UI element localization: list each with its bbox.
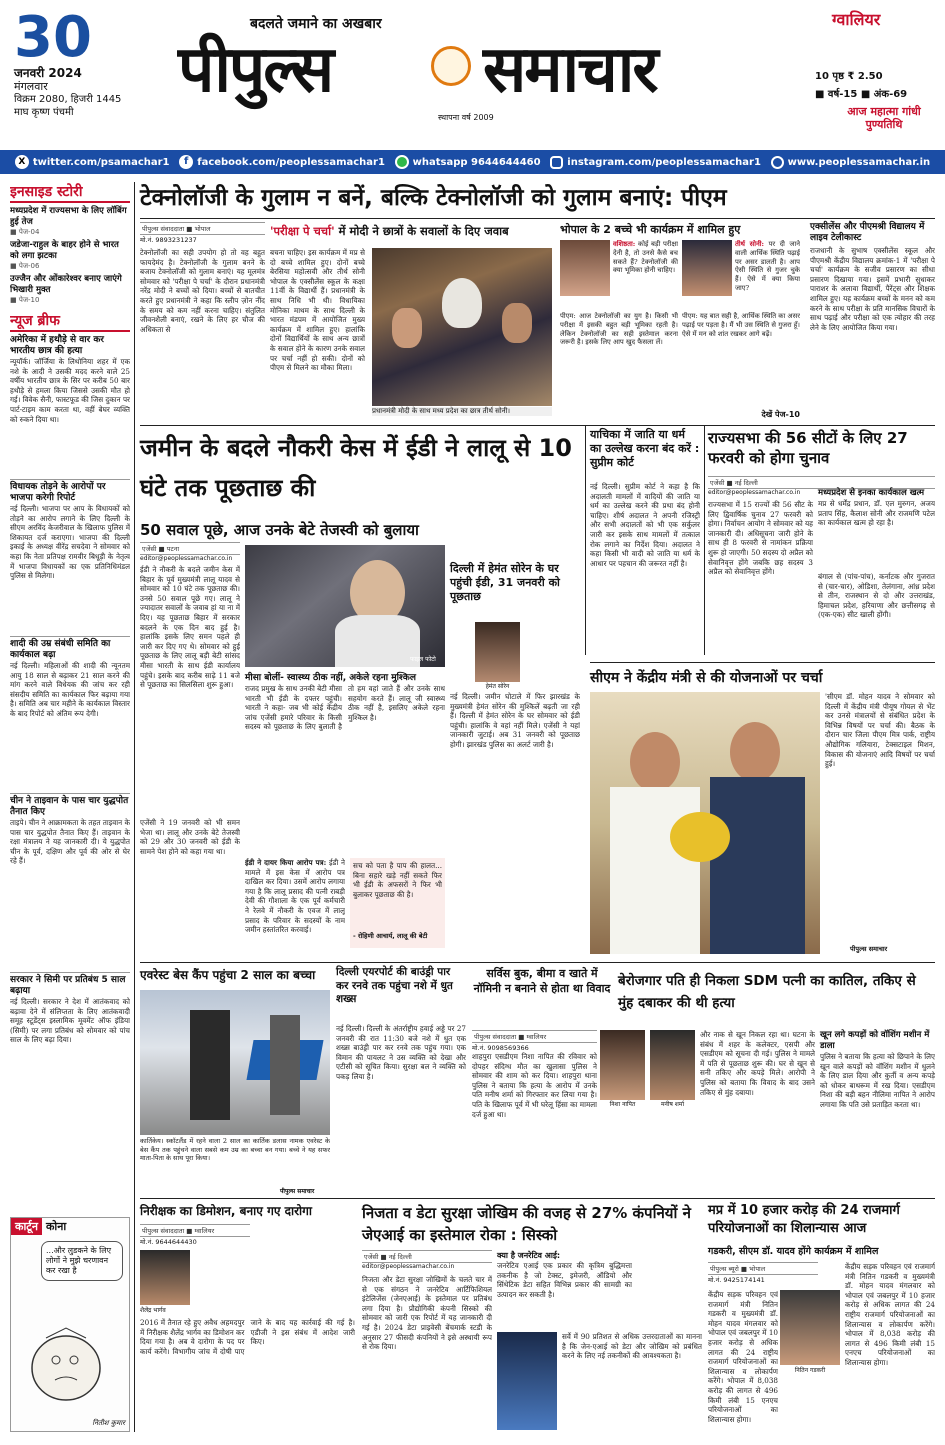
globe-icon <box>771 156 784 169</box>
gadkari-byline-text: पीपुल्स ब्यूरो ■ भोपाल <box>708 1262 818 1275</box>
gadkari-photo-caption: नितिन गडकरी <box>794 1367 826 1374</box>
everest-headline[interactable]: एवरेस्ट बेस कैंप पहुंचा 2 साल का बच्चा <box>140 968 316 982</box>
privacy-byline-email: editor@peoplessamachar.co.in <box>362 1263 455 1270</box>
bhopal-more-link[interactable]: देखें पेज-10 <box>761 410 800 419</box>
lead-body-col1: टेक्नोलॉजी का सही उपयोग हो तो वह बहुत फायदेमंद है। टेक्नोलॉजी के गुलाम बनने के बजाय टेक्नोलॉजी को गुलाम बनाएं। यह मूलमंत्र सोमवार को 'परीक्षा पे चर्चा' के दौरान प्रधानमंत्री नरेंद्र मोदी ने बच्चों को दिया। बच्चों से बातचीत करते हुए प्रधानमंत्री ने कहा कि स्लीप ज़ोन नींद के समय को कम नहीं करना चाहिए। संतुलित जीवनशैली बनाएं, रखने के लिए हर चौज की अधिकता से <box>140 248 265 334</box>
service-headline[interactable]: सर्विस बुक, बीमा व खाते में नॉमिनी न बनाने से होता था विवाद <box>473 967 611 995</box>
brief-headline: शादी की उम्र संबंधी समिति का कार्यकाल बढ़ा <box>10 639 111 660</box>
privacy-body: निजता और डेटा सुरक्षा जोखिमों के चलते चार में से एक संगठन ने जनरेटिव आर्टिफिशियल इंटेलिजेंस (जेनएआई) के इस्तेमाल पर प्रतिबंध लगा दिया है। प्रौद्योगिकी कंपनी सिस्को की सोमवार को जारी एक रिपोर्ट में यह जानकारी दी गई है। 2024 डेटा प्राइवेसी बेंचमार्क स्टडी के अनुसार 27 फीसदी कंपनियों ने इसे अस्थायी रूप से रोक दिया। <box>362 1275 492 1352</box>
child1-photo <box>560 240 610 296</box>
brief-headline: अमेरिका में हथौड़े से वार कर भारतीय छात्र की हत्या <box>10 335 104 356</box>
brief-item <box>10 636 130 789</box>
facebook-handle: facebook.com/peoplessamachar1 <box>197 156 385 168</box>
lead-subhead-red: 'परीक्षा पे चर्चा' <box>270 224 335 238</box>
everest-caption: कार्तिकेय। स्कॉटलैंड में रहने वाला 2 साल का कार्तिक डलास नामक एवरेस्ट के बेस कैंप तक पहुंचने वाला सबसे कम उम्र का बच्चा बन गया। बच्चे ने यह सफर माता-पिता के साथ पूरा किया। <box>140 1137 330 1162</box>
masthead <box>0 0 945 148</box>
gadkari-subhead: गडकरी, सीएम डॉ. यादव होंगे कार्यक्रम में शामिल <box>708 1246 879 1257</box>
brief-body: ताइपे। चीन ने आक्रामकता के तहत ताइवान के पास चार युद्धपोत तैनात किए हैं। ताइवान के रक्षा मंत्रालय ने यह जानकारी दी। ये युद्धपोत चीन के पूर्व, दक्षिण और पूर्व की ओर से घेर रहे हैं। <box>10 818 130 866</box>
mp-seats-headline: मध्यप्रदेश से इनका कार्यकाल खत्म <box>818 488 925 498</box>
gadkari-headline[interactable]: मप्र में 10 हजार करोड़ की 24 राजमार्ग परियोजनाओं का शिलान्यास आज <box>708 1203 900 1236</box>
lalu-byline-text: एजेंसी ■ पटना <box>140 542 240 555</box>
whatsapp-number: whatsapp 9644644460 <box>412 156 541 168</box>
weekday: मंगलवार <box>14 80 48 93</box>
privacy-side-body: जनरेटिव एआई एक प्रकार की कृत्रिम बुद्धिमत्ता तकनीक है जो टेक्स्ट, इमेजरी, ऑडियो और सिंथेटिक डेटा सहित विभिन्न प्रकार की सामग्री का उत्पादन कर सकती है। <box>497 1261 632 1299</box>
ed-chargesheet-body: ईडी ने मामले में इस केस में आरोप पत्र दाखिल कर दिया। उसमें आरोप लगाया गया है कि लालू प्रसाद की पत्नी राबड़ी देवी की गौशाला के एक पूर्व कर्मचारी ने रेलवे में नौकरी के एवज में लालू प्रसाद के परिवार के सदस्यों के नाम जमीन हस्तांतरित करवाई। <box>245 858 345 935</box>
hemant-headline[interactable]: दिल्ली में हेमंत सोरेन के घर पहुंची ईडी, 31 जनवरी को पूछताछ <box>450 562 560 603</box>
lead-byline-text: पीपुल्स संवाददाता ■ भोपाल <box>140 222 265 235</box>
year-issue: ■ वर्ष-15 ■ अंक-69 <box>815 89 908 100</box>
brief-item <box>10 479 130 632</box>
inside-item[interactable] <box>10 240 130 271</box>
social-bar <box>0 150 945 174</box>
instagram-handle: instagram.com/peoplessamachar1 <box>567 156 761 168</box>
everest-byline: पीपुल्स समाचार <box>280 1188 315 1195</box>
brief-body: नई दिल्ली। भाजपा पर आप के विधायकों को तोड़ने का आरोप लगाने के लिए दिल्ली के सीएम अरविंद केजरीवाल के खिलाफ पुलिस में शिकायत दर्ज कराएगा। भाजपा की दिल्ली इकाई के अध्यक्ष वीरेंद्र सचदेवा ने सोमवार को कहा कि नेता प्रतिपक्ष रामवीर बिधूड़ी के नेतृत्व में भाजपा विधायकों का एक प्रतिनिधिमंडल पुलिस से मिलेगा। <box>10 504 130 581</box>
instagram-link[interactable] <box>550 156 761 169</box>
inspector-photo-caption: शैलेंद्र भार्गव <box>140 1307 166 1314</box>
bhopal-box <box>560 222 800 422</box>
whatsapp-icon <box>395 155 409 169</box>
inside-item-page: ■ पेज-10 <box>10 296 40 304</box>
facebook-link[interactable] <box>179 155 385 169</box>
cm-meet-byline: पीपुल्स समाचार <box>850 945 888 953</box>
privacy-side-headline: क्या है जनरेटिव आई: <box>497 1251 561 1260</box>
child1-reply: पीएम: आज टेक्नोलॉजी का युग है। किसी भी परीक्षा में इसकी बहुत बड़ी भूमिका रहती है। लेकिन टेक्नोलॉजी का सही इस्तेमाल करना जरूरी है। इसके लिए आप खुद फैसला लें। <box>560 312 678 347</box>
cm-meet-body: 'सीएम डॉ. मोहन यादव ने सोमवार को दिल्ली में केंद्रीय मंत्री पीयूष गोयल से भेंट कर उनसे मंत्रालयों से संबंधित प्रदेश के विभिन्न विषयों पर चर्चा की। बैठक के दौरान चार जिला पीएम मित्र पार्क, राष्ट्रीय औद्योगिक गलियारा, टेक्सटाइल मिशन, विकास की योजनाएं आदि विषयों पर चर्चा हुई। <box>825 692 935 769</box>
title-right: समाचार <box>483 33 657 107</box>
edition-city: ग्वालियर <box>832 10 881 29</box>
lead-body-col2: बचना चाहिए। इस कार्यक्रम में मप्र से दो बच्चे शामिल हुए। दोनों बच्चे बेरसिया महोत्सवी और तीर्थ सोनी भोपाल के एक्सीलेंस स्कूल के कक्षा 11वीं के विद्यार्थी हैं। प्रधानमंत्री के साथ निधि भी थी। विधायिका मोनिका माथम के साथ दिल्ली के भारत मंडपम में आयोजित मुख्य कार्यक्रम में शामिल हुए। हालांकि दोनों विद्यार्थियों के साथ अन्य छात्रों के सवाल होने के कारण उनके सवाल पर चर्चा नहीं हो सकी। दोनों को पीएम से मिलने का मौका मिला। <box>270 248 365 373</box>
lead-byline-phone: मो.नं. 9893231237 <box>140 236 197 244</box>
inside-item-text: उज्जैन और ओंकारेश्वर बनाए जाएंगे भिखारी मुक्त <box>10 274 122 295</box>
excellence-body: राजधानी के सुभाष एक्सीलेंस स्कूल और पीएमश्री केंद्रीय विद्यालय क्रमांक-1 में 'परीक्षा पे चर्चा' कार्यक्रम के सजीव प्रसारण का सीधा प्रसारण दिखाया गया। इसमें प्रभारी सुधाकर पाराशर के अलावा विद्यार्थी, पैरेंट्स और शिक्षक शामिल हुए। यह कार्यक्रम बच्चों के मनन को कम करने के साथ परीक्षा के प्रति मानसिक विचारों के साथ पढ़ाई और परीक्षा को एक त्योहार की तरह लेने के लिए आयोजित किया गया। <box>810 246 935 332</box>
brief-headline: चीन ने ताइवान के पास चार युद्धपोत तैनात किए <box>10 796 129 817</box>
inspector-byline <box>140 1224 250 1246</box>
airport-body: नई दिल्ली। दिल्ली के अंतर्राष्ट्रीय हवाई अड्डे पर 27 जनवरी की रात 11:30 बजे नशे में धुत एक शख्स बाउंड्री पार कर रनवे तक पहुंच गया। एक विमान की पायलट ने उस व्यक्ति को देखा और एटीसी को सूचित किया। सुरक्षा बल ने व्यक्ति को पकड़ लिया है। <box>336 1024 466 1081</box>
special-day: आज महात्मा गांधी पुण्यतिथि <box>847 105 921 131</box>
privacy-byline-text: एजेंसी ■ नई दिल्ली <box>362 1250 492 1263</box>
child2-reply: पीएम: यह बात सही है, आर्थिक स्थिति का असर पढ़ाई पर पड़ता है। मैं भी उस स्थिति से गुजरा हूँ। ऐसे में मन को शांत रखकर आगे बढ़ें। <box>682 312 800 338</box>
privacy-headline[interactable]: निजता व डेटा सुरक्षा जोखिम की वजह से 27% कंपनियों ने जेएआई का इस्तेमाल रोका : सिस्को <box>362 1204 691 1244</box>
sdm-photo-2 <box>650 1030 695 1100</box>
service-byline-phone: मो.नं. 9098569366 <box>472 1044 529 1052</box>
ed-chargesheet <box>245 858 345 948</box>
twitter-link[interactable] <box>15 155 170 169</box>
inside-story-title: इनसाइड स्टोरी <box>10 182 130 203</box>
cm-meet-photo <box>590 692 820 954</box>
cartoon-title: कार्टून <box>11 1218 42 1235</box>
brief-item <box>10 972 130 1147</box>
misa-headline: मीसा बोलीं- स्वास्थ्य ठीक नहीं, अकेले रहना मुश्किल <box>245 673 416 683</box>
mp-seats-body: मप्र से धर्मेंद्र प्रधान, डॉ. एल मुरुगन, अजय प्रताप सिंह, कैलाश सोनी और राजमणि पटेल का कार्यकाल खत्म हो रहा है। <box>818 499 935 528</box>
lead-byline <box>140 222 265 244</box>
brief-body: नई दिल्ली। महिलाओं की शादी की न्यूनतम आयु 18 साल से बढ़ाकर 21 साल करने की मांग करने वाले विधेयक की जांच कर रही संसदीय समिति का कार्यकाल फिर बढ़ाया गया है। समिति अब चार महीने के कार्यकाल विस्तार के बाद रिपोर्ट को अंतिम रूप देगी। <box>10 661 130 718</box>
logo-emblem-icon <box>431 46 471 86</box>
sdm-side-box <box>820 1030 935 1190</box>
inside-item-page: ■ पेज-06 <box>10 262 40 270</box>
pages-price: 10 पृष्ठ ₹ 2.50 <box>815 71 883 82</box>
brief-item <box>10 335 130 475</box>
hemant-photo-caption: हेमंत सोरेन <box>485 683 510 690</box>
child1-label: वशिष्ठता: <box>613 240 636 248</box>
service-byline <box>472 1030 597 1052</box>
rajyasabha-headline[interactable]: राज्यसभा की 56 सीटों के लिए 27 फरवरी को होगा चुनाव <box>708 429 908 467</box>
inside-item-page: ■ पेज-04 <box>10 228 40 236</box>
inspector-photo <box>140 1250 190 1305</box>
inspector-byline-text: पीपुल्स संवाददाता ■ ग्वालियर <box>140 1224 250 1237</box>
lalu-headline[interactable]: जमीन के बदले नौकरी केस में ईडी ने लालू से 10 घंटे तक पूछताछ की <box>140 434 572 502</box>
inside-item-text: मध्यप्रदेश में राज्यसभा के लिए लॉबिंग हुई तेज <box>10 206 127 227</box>
everest-photo <box>140 990 330 1135</box>
gadkari-byline-phone: मो.नं. 9425174141 <box>708 1276 765 1284</box>
rajyasabha-states: बंगाल से (पांच-पांच), कर्नाटक और गुजरात से (चार-चार), ओडिशा, तेलंगाना, आंध्र प्रदेश से तीन, राजस्थान से दो और उत्तराखंड, हिमाचल प्रदेश, हरियाणा और छत्तीसगढ़ से (एक-एक) सीट खाली होंगी। <box>818 572 935 620</box>
brief-body: न्यूयॉर्क। जॉर्जिया के लिथोनिया शहर में एक नशे के आदी ने उसकी मदद करने वाले 25 वर्षीय भारतीय छात्र के सिर पर करीब 50 बार हथौड़े से हमला किया जिससे उसकी मौत हो गई। विवेक सैनी, फास्टफूड की जिस दुकान पर पार्ट-टाइम काम करता था, वहीं बेघर व्यक्ति को रुकने दिया था। <box>10 357 130 424</box>
facebook-icon: f <box>179 155 193 169</box>
lalu-photo <box>245 545 445 667</box>
airport-headline[interactable]: दिल्ली एयरपोर्ट की बाउंड्री पार कर रनवे तक पहुंचा नशे में धुत शख्स <box>336 966 453 1005</box>
news-brief-title: न्यूज ब्रीफ <box>10 311 130 332</box>
gadkari-body-2: केंद्रीय सड़क परिवहन एवं राजमार्ग मंत्री नितिन गडकरी व मुख्यमंत्री डॉ. मोहन यादव मंगलवार को भोपाल एवं जबलपुर में 10 हजार करोड़ से अधिक लागत की 24 राष्ट्रीय राजमार्ग परियोजनाओं का शिलान्यास व लोकार्पण करेंगे। भोपाल में 8,038 करोड़ की लागत से 496 किमी लंबी 15 एनएच परियोजनाओं का शिलान्यास होगा। <box>845 1262 935 1367</box>
caste-body: नई दिल्ली। सुप्रीम कोर्ट ने कहा है कि अदालती मामलों में वादियों की जाति या धर्म का उल्लेख करने की प्रथा बंद होनी चाहिए। शीर्ष अदालत ने अपनी रजिस्ट्री और सभी अदालतों को भी एक सर्कुलर जारी कर इसके साथ मामलों में तत्काल रोक लगाने का निर्देश दिया। अदालत ने कहा किसी भी वादी को जाति या धर्म के आधार पर पहचान की जरूरत नहीं है। <box>590 482 700 568</box>
inside-item[interactable] <box>10 274 130 305</box>
lead-headline[interactable]: टेक्नोलॉजी के गुलाम न बनें, बल्कि टेक्नोलॉजी को गुलाम बनाएं: पीएम <box>140 185 727 211</box>
sdm-side-body: पुलिस ने बताया कि हत्या को छिपाने के लिए खून वाले कपड़ों को वॉशिंग मशीन में धुलने के लिए डाल दिया और कुर्ती व अन्य कपड़े को धोकर बाथरूम में रख दिया। एसडीएम निशा की बड़ी बहन नीलिमा नापित ने आरोप लगाया कि पति उसे प्रताड़ित करता था। <box>820 1052 935 1109</box>
date-month: जनवरी 2024 <box>14 66 82 80</box>
excellence-box <box>810 222 935 422</box>
rajyasabha-byline-email: editor@peoplessamachar.co.in <box>708 489 801 496</box>
sdm-side-headline: खून लगे कपड़ों को वॉशिंग मशीन में डाला <box>820 1030 930 1051</box>
inspector-byline-phone: मो.नं. 9644644430 <box>140 1238 197 1246</box>
rajyasabha-body: राज्यसभा में 15 राज्यों की 56 सीट के लिए द्विवार्षिक चुनाव 27 फरवरी को होगा। निर्वाचन आयोग ने सोमवार को यह जानकारी दी। अधिसूचना जारी होने के साथ ही 8 फरवरी से नामांकन प्रक्रिया शुरू हो जाएगी। 50 सदस्य दो अप्रैल को सेवानिवृत्त होंगे जबकि छह सदस्य 3 अप्रैल को सेवानिवृत्त होंगे। <box>708 500 813 577</box>
founded-year: स्थापना वर्ष 2009 <box>438 113 494 122</box>
child2-question: पर दी जाने वाली आर्थिक स्थिति पढ़ाई पर असर डालती है। आप ऐसी स्थिति से गुजर चुके हैं। ऐसे में क्या किया जाए? <box>735 240 800 292</box>
x-logo-icon: X <box>15 155 29 169</box>
lead-photo <box>372 248 552 406</box>
brief-body: नई दिल्ली। सरकार ने देश में आतंकवाद को बढ़ावा देने में संलिप्तता के लिए आतंकवादी समूह स्टूडेंट्स इस्लामिक मूवमेंट ऑफ इंडिया (सिमी) पर लगा प्रतिबंध को सोमवार को पांच साल के लिए बढ़ा दिया। <box>10 997 130 1045</box>
inspector-body: 2016 में तैनात रहे हुए अवैध अहमदपुर में निरीक्षक शैलेंद्र भार्गव का डिमोशन कर दिया गया है। अब वे दारोगा के पद पर कार्य करेंगे। विभागीय जांच में दोषी पाए जाने के बाद यह कार्रवाई की गई है। एडीजी ने इस संबंध में आदेश जारी किए। <box>140 1318 355 1356</box>
excellence-headline[interactable]: एक्सीलेंस और पीएमश्री विद्यालय में लाइव टेलीकास्ट <box>810 222 925 243</box>
lalu-byline <box>140 542 240 562</box>
rajyasabha-byline-text: एजेंसी ■ नई दिल्ली <box>708 476 935 489</box>
child2-label: तीर्थ सोनी: <box>735 240 765 248</box>
privacy-survey: सर्वे में 90 प्रतिशत से अधिक उत्तरदाताओं का मानना है कि जेन-एआई को डेटा और जोखिम को प्रबंधित करने के लिए नई तकनीकों की आवश्यकता है। <box>562 1332 702 1361</box>
bhopal-headline[interactable]: भोपाल के 2 बच्चे भी कार्यक्रम में शामिल हुए <box>560 223 741 236</box>
lead-subhead <box>270 224 525 239</box>
cartoon-caption: ...और लुडकने के लिए लोगों ने मुझे चरणावन कर रखा है <box>41 1241 123 1281</box>
left-sidebar <box>10 182 130 1432</box>
lalu-body-col1: ईडी ने नौकरी के बदले जमीन केस में बिहार के पूर्व मुख्यमंत्री लालू यादव से सोमवार को 10 घंटे तक पूछताछ की। उनसे 50 सवाल पूछे गए। लालू ने ज्यादातर सवालों के जवाब हां या ना में दिए। यह पूछताछ बिहार में सरकार बदलने के एक दिन बाद हुई है। हालांकि इसके लिए समन पहले ही जारी कर दिए गए थे। सोमवार को हुई पूछताछ के लिए लालू बड़ी बेटी सांसद मीसा भारती के साथ ईडी कार्यालय पहुंचे। इसके बाद करीब साढ़े 11 बजे से पूछताछ का सिलसिला शुरू हुआ। <box>140 565 240 690</box>
service-body: शाहपुरा एसडीएम निशा नापित की रविवार को दोपहर संदिग्ध मौत का खुलासा पुलिस ने सोमवार की शाम को कर दिया। शाहपुरा थाना पुलिस ने बताया कि हत्या के आरोप में उनके पति मनीष शर्मा को गिरफ्तार कर लिया गया है। पति के खिलाफ पूर्व में भी घरेलू हिंसा का मामला दर्ज हुआ था। <box>472 1052 597 1119</box>
vikram-samvat: विक्रम 2080, हिजरी 1445 <box>14 94 122 105</box>
tagline: बदलते जमाने का अखबार <box>250 16 382 32</box>
child1-question: कोई बड़ी परीक्षा देनी है, तो उनसे कैसे बच सकते हैं? टेक्नोलॉजी की क्या भूमिका होनी चाहिए। <box>613 240 678 275</box>
lalu-subhead: 50 सवाल पूछे, आज उनके बेटे तेजस्वी को बुलाया <box>140 521 419 539</box>
hemant-body: नई दिल्ली। जमीन घोटाले में फिर झारखंड के मुख्यमंत्री हेमंत सोरेन की मुश्किलें बढ़ती जा रही हैं। दिल्ली में हेमंत सोरेन के घर सोमवार को ईडी पहुंची। हालांकि वे वहां नहीं मिले। एजेंसी ने यहां जानकारी जुटाई। अब 31 जनवरी को पूछताछ होगी। झारखंड पुलिस का अलर्ट जारी है। <box>450 692 580 749</box>
sdm-photo-1-caption: निशा नापित <box>609 1101 636 1108</box>
caste-headline[interactable]: याचिका में जाति या धर्म का उल्लेख करना बंद करें : सुप्रीम कोर्ट <box>590 428 700 469</box>
gadkari-byline <box>708 1262 818 1284</box>
whatsapp-link[interactable] <box>395 155 541 169</box>
rohini-quote-body: सच को पता है पाप की हालत... बिना सहारे खड़े नहीं सकते फिर भी ईडी के अफसरों ने फिर भी बुलाकर पूछताछ की है। <box>353 861 442 899</box>
hemant-photo <box>475 622 520 682</box>
cm-meet-headline[interactable]: सीएम ने केंद्रीय मंत्री से की योजनाओं पर चर्चा <box>590 670 823 686</box>
date-day: 30 <box>14 5 92 70</box>
title-left: पीपुल्स <box>178 33 333 107</box>
privacy-byline <box>362 1250 492 1270</box>
sdm-headline[interactable]: बेरोजगार पति ही निकला SDM पत्नी का कातिल, तकिए से मुंह दबाकर की थी हत्या <box>618 973 916 1011</box>
cartoon-sub: कोना <box>45 1220 67 1233</box>
instagram-icon <box>550 156 563 169</box>
rohini-quote <box>350 858 445 948</box>
privacy-photo <box>497 1332 557 1430</box>
service-byline-text: पीपुल्स संवाददाता ■ ग्वालियर <box>472 1030 597 1043</box>
brief-item <box>10 793 130 968</box>
inspector-headline[interactable]: निरीक्षक का डिमोशन, बनाए गए दारोगा <box>140 1204 313 1218</box>
lalu-body-col1b: एजेंसी ने 19 जनवरी को भी समन भेजा था। लालू और उनके बेटे तेजस्वी को 29 और 30 जनवरी को ईडी के सामने पेश होने को कहा गया था। <box>140 818 240 856</box>
child2-photo <box>682 240 732 296</box>
maas-tithi: माघ कृष्ण पंचमी <box>14 107 74 118</box>
cartoon-box <box>10 1217 130 1432</box>
sdm-body: और नाक से खून निकल रहा था। घटना के संबंध में शहर के कलेक्टर, एसपी और एसडीएम को सूचना दी गई। पुलिस ने मामले में पति से पूछताछ शुरू की। घर से खून से सनी तकिए और कपड़े मिले। आरोपी ने पुलिस को बताया कि विवाद के बाद उसने तकिए से मुंह दबाया। <box>700 1030 815 1097</box>
newspaper-title <box>178 30 778 110</box>
lead-photo-caption: प्रधानमंत्री मोदी के साथ मध्य प्रदेश का छात्र तीर्थ सोनी। <box>372 407 552 416</box>
rohini-quote-author: - रोहिणी आचार्य, लालू की बेटी <box>353 932 428 940</box>
lead-subhead-rest: में मोदी ने छात्रों के सवालों के दिए जवाब <box>338 224 509 238</box>
lalu-byline-email: editor@peoplessamachar.co.in <box>140 555 233 562</box>
privacy-side <box>497 1250 632 1330</box>
cartoon-drawing <box>11 1298 129 1408</box>
inside-item[interactable] <box>10 206 130 237</box>
gadkari-photo <box>780 1290 840 1365</box>
website-link[interactable] <box>771 156 931 169</box>
inside-item-text: जडेजा-राहुल के बाहर होने से भारत को लगा झटका <box>10 240 119 261</box>
lalu-photo-caption: फाइल फोटो <box>410 656 436 663</box>
misa-body: राजद प्रमुख के साथ उनकी बेटी मीसा भारती भी ईडी के दफ्तर पहुंची। भारती ने कहा- जब भी कोई केंद्रीय जांच एजेंसी हमारे परिवार के किसी सदस्य को पूछताछ के लिए बुलाती है तो हम वहां जाते हैं और उनके साथ सहयोग करते हैं। लालू जी स्वास्थ्य ठीक नहीं है, इसलिए अकेले रहना मुश्किल है। <box>245 684 445 732</box>
ed-chargesheet-head: ईडी ने दायर किया आरोप पत्र: <box>245 858 327 867</box>
sdm-photo-1 <box>600 1030 645 1100</box>
brief-headline: सरकार ने सिमी पर प्रतिबंध 5 साल बढ़ाया <box>10 975 126 996</box>
mp-seats-box <box>818 488 935 570</box>
website-url: www.peoplessamachar.in <box>787 156 931 168</box>
cartoon-artist: नितीश कुमार <box>92 1419 125 1427</box>
twitter-handle: twitter.com/psamachar1 <box>32 156 170 168</box>
date-block <box>14 5 164 119</box>
gadkari-body: केंद्रीय सड़क परिवहन एवं राजमार्ग मंत्री नितिन गडकरी व मुख्यमंत्री डॉ. मोहन यादव मंगलवार को भोपाल एवं जबलपुर में 10 हजार करोड़ से अधिक लागत की 24 राष्ट्रीय राजमार्ग परियोजनाओं का शिलान्यास व लोकार्पण करेंगे। भोपाल में 8,038 करोड़ की लागत से 496 किमी लंबी 15 एनएच परियोजनाओं का शिलान्यास होगा। <box>708 1290 778 1424</box>
sdm-photo-2-caption: मनीष शर्मा <box>660 1101 685 1108</box>
brief-headline: विधायक तोड़ने के आरोपों पर भाजपा करेगी रिपोर्ट <box>10 482 106 503</box>
